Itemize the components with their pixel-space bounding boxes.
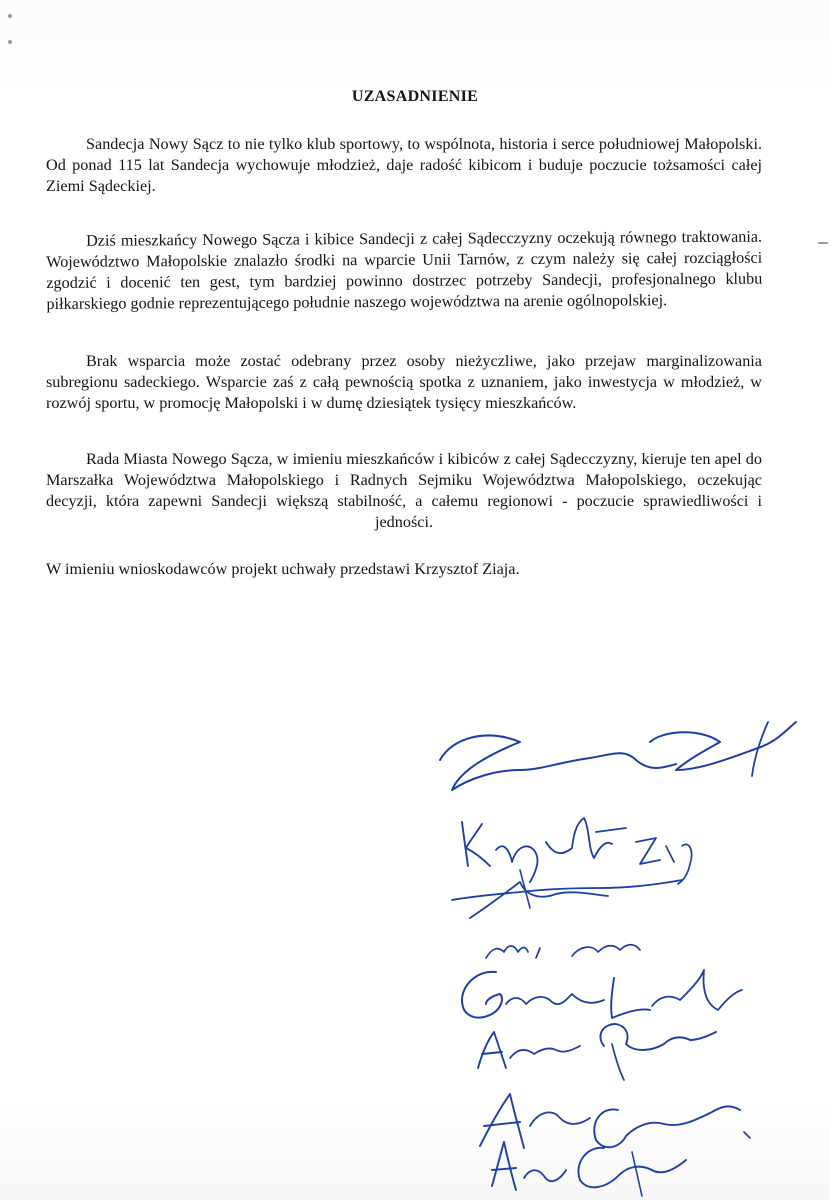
- scan-mark: [8, 40, 12, 44]
- scan-mark: [8, 14, 12, 18]
- paragraph-3: Brak wsparcia może zostać odebrany przez osoby nieżyczliwe, jako przejaw marginalizowania subregionu sadeckiego. Wsparcie zaś z całą pewnością spotka z uznaniem, jako inwestycja w młodzież, w rozwój sportu, w promocję Małopolski i w dumę dziesiątek tysięcy mieszkańców.: [46, 352, 762, 413]
- signature-5: [462, 970, 742, 1018]
- signature-1: [440, 722, 796, 790]
- paragraph-2: Dziś mieszkańcy Nowego Sącza i kibice Sandecji z całej Sądecczyzny oczekują równego traktowania. Województwo Małopolskie znalazło środki na wparcie Unii Tarnów, z czym należy się całej rozciągłości zgodzić i docenić ten gest, tym bardziej powinno dostrzec potrzeby Sandecji, profesjonalnego klubu piłkarskiego godnie reprezentującego południe naszego województwa na arenie ogólnopolskiej.: [46, 227, 763, 314]
- signature-3: [452, 870, 682, 918]
- document-title: UZASADNIENIE: [351, 88, 479, 105]
- signature-6: [478, 1024, 716, 1080]
- paragraph-4: Rada Miasta Nowego Sącza, w imieniu mieszkańców i kibiców z całej Sądecczyzny, kieruje ten apel do Marszałka Województwa Małopolskiego i Radnych Sejmiku Województwa Małopolskiego, oczekując decyzji, która zapewni Sandecji większą stabilność, a całemu regionowi - poczucie sprawiedliwości i jedności.: [46, 450, 762, 532]
- scan-mark: [818, 242, 828, 244]
- paragraph-5: W imieniu wnioskodawców projekt uchwały przedstawi Krzysztof Ziaja.: [46, 560, 520, 579]
- paragraph-1: Sandecja Nowy Sącz to nie tylko klub sportowy, to wspólnota, historia i serce południowej Małopolski. Od ponad 115 lat Sandecja wychowuje młodzież, daje radość kibicom i buduje poczucie tożsamości całej Ziemi Sądeckiej.: [46, 135, 762, 196]
- signature-4: [486, 945, 640, 958]
- signature-2: [462, 818, 692, 884]
- signature-8: [492, 1142, 686, 1196]
- signature-7: [480, 1094, 750, 1148]
